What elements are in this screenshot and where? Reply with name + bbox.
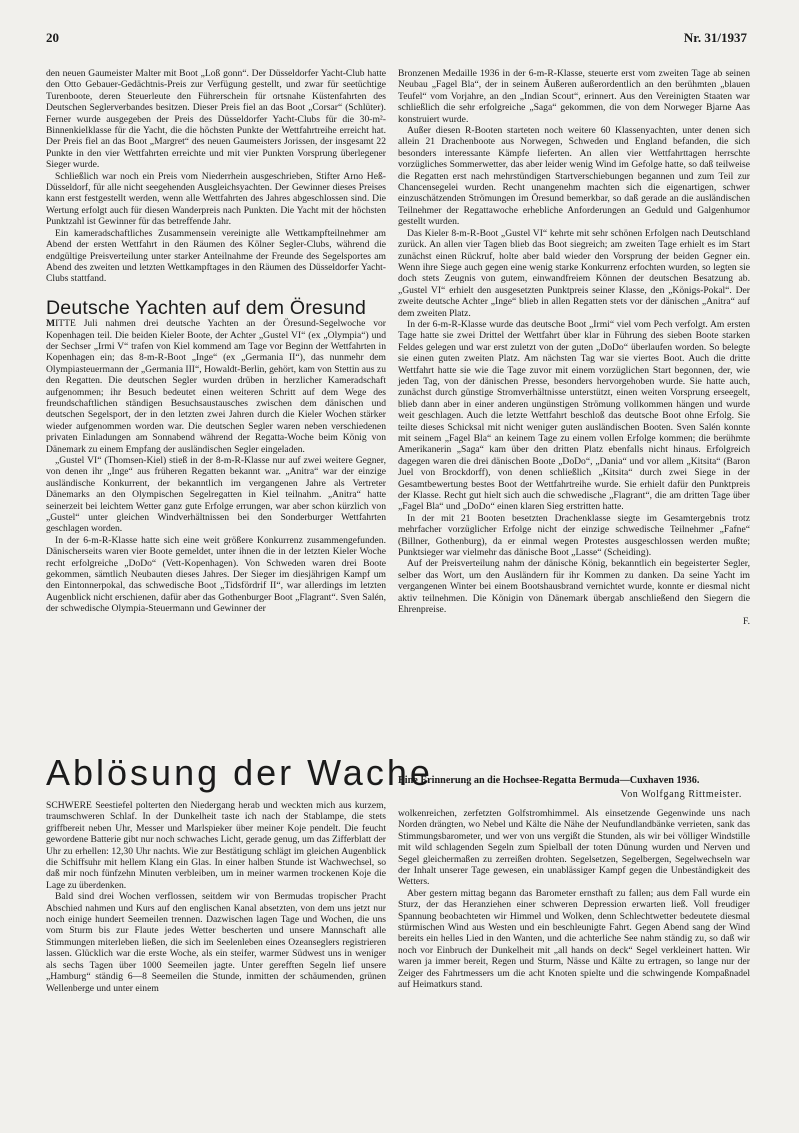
article-title-abloesung: Ablösung der Wache [46,752,433,793]
oeresund-article-col1 [46,318,386,615]
paragraph: In der 6-m-R-Klasse wurde das deutsche Boot „Irmi“ viel vom Pech verfolgt. Am ersten Tage hatte sie zwei Drittel der Wettfahrt über klar in Führung des sieben Boote starken Feldes gelegen und war erst zuletzt von der guten „DoDo“ überlaufen worden. So belegte sie einen guten zweiten Platz. Am nächsten Tag war sie viertes Boot. Auch die dritte Wettfahrt hatte sie wie die Tage zuvor mit einem vorzüglichen Start begonnen, der, wie jeden Tag, von der dänischen Presse, besonders hervorgehoben wurde. Sie hatte auch, zunächst durch günstige Stromverhältnisse unterstützt, einen weiten Vorsprung erseegelt, blieb dann aber in einer anderen ungünstigen Strömung vollkommen hängen und wurde weit geschlagen. Auch die letzte Wettfahrt beschloß das deutsche Boot ohne Erfolg. Sie teilte dieses Schicksal mit nicht weniger guten ausländischen Booten. Sven Salén konnte mit seinem „Fagel Bla“ an keinem Tage zu einem vollen Erfolge kommen; die berühmte Amerikanerin „Saga“ kam über den dritten Platz ebenfalls nicht hinaus. Erfolgreich dagegen waren die drei dänischen Boote „DoDo“, „Dania“ und vor allem „Kitsita“ (Baron Juel von Brockdorff), von denen schließlich „Kitsita“ durch zwei Siege in der Gesamtbewertung bestes Boot der Wettfahrtreihe wurde. Sie erhielt dafür den Punktpreis der Klasse. Recht gut hielt sich auch die schwedische „Flagrant“, die am dritten Tage über „Fagel Bla“ und „DoDo“ einen klaren Sieg erstritten hatte. [398,318,750,513]
paragraph: Ein kameradschaftliches Zusammensein vereinigte alle Wettkampfteilnehmer am Abend der ersten Wettfahrt in den Räumen des Kölner Segler-Clubs, während die endgültige Preisverteilung unter starker Anteilnahme der Freunde des Segelsportes am Abend des zweiten und letzten Wettkampftages in den Räumen des Düsseldorfer Yacht-Clubs stattfand. [46,227,386,285]
abloesung-article-col2 [398,808,750,991]
paragraph: Aber gestern mittag begann das Barometer ernsthaft zu fallen; aus dem Fall wurde ein Sturz, der das Heranziehen einer schweren Depression erwarten ließ. Voll freudiger Spannung beobachteten wir Himmel und Wolken, denn Schlechtwetter bedeutete diesmal stürmischen Wind aus Westen und ein beschleunigte Fahrt. Gegen Abend sang der Wind bereits ein helles Lied in den Wanten, und die achterliche See nahm ständig zu, so daß wir noch vor Einbruch der Dunkelheit mit „all hands on deck“ Segel verkleinert hatten. Wir waren ja immer bereit, Regen und Sturm, Nässe und Kälte zu ertragen, so lange nur der Zeiger des Fahrtmessers um die acht Knoten spielte und die schwingende Kompaßnadel auf Heimatkurs stand. [398,887,750,991]
paragraph: wolkenreichen, zerfetzten Golfstromhimmel. Als einsetzende Gegenwinde uns nach Norden drängten, wo Nebel und Kälte die Nähe der Neufundlandbänke verrieten, sank das Stimmungsbarometer, und wer von uns vergißt die Stunden, als wir bei völliger Windstille mit wild schlagenden Segeln zum Spielball der toten Dünung wurden und Nerven und Segel gleichermaßen zu zerreißen drohten. Segelsetzen, Segelbergen, Segelwechseln war der Inhalt unserer Tage gewesen, ein unablässiger Kampf gegen die Unbeständigkeit des Wetters. [398,808,750,888]
paragraph: Auf der Preisverteilung nahm der dänische König, bekanntlich ein begeisterter Segler, selber das Wort, um den Ausländern für ihr Kommen zu danken. Da seine Yacht im vergangenen Winter bei einem Bootshausbrand vernichtet wurde, konnte er diesmal nicht aktiv teilnehmen. Die Königin von Dänemark übergab anschließend den Siegern die Ehrenpreise. [398,558,750,616]
paragraph: „Gustel VI“ (Thomsen-Kiel) stieß in der 8-m-R-Klasse nur auf zwei weitere Gegner, von denen ihr „Inge“ aus früheren Regatten bekannt war. „Anitra“ war der einzige ausländische Konkurrent, der bekanntlich im vergangenen Jahre als Vertreter Dänemarks an den Olympischen Segelregatten in Kiel teilnahm. „Anitra“ hatte seinerzeit bei leichtem Wetter ganz gute Erfolge errungen, war aber schon kürzlich von „Gustel“ unter gleichen Windverhältnissen bei den Sonderburger Wettfahrten geschlagen worden. [46,455,386,535]
page-number: 20 [46,30,59,45]
column-left-top [46,68,386,615]
section-heading-oeresund: Deutsche Yachten auf dem Öresund [46,296,367,319]
paragraph: den neuen Gaumeister Malter mit Boot „Loß gonn“. Der Düsseldorfer Yacht-Club hatte den Otto Gebauer-Gedächtnis-Preis zur Verfügung gestellt, und zwar für seetüchtige Turenboote, deren Steuerleute den Führerschein für ortsnahe Küstenfahrten des Deutschen Seglerverbandes besitzen. Dieser Preis fiel an das Boot „Corsar“ (Schlüter). Ferner wurde ausgegeben der Preis des Düsseldorfer Yacht-Clubs für die 30-m²-Binnenkielklasse für die Yacht, die die höchsten Punkte der Wettfahrtreihe erreicht hat. Der Preis fiel an das Boot „Margret“ des neuen Gaumeisters Jorissen, der insgesamt 22 Punkte in den vier Wettfahrten erreichte und mit vier Punkten Vorsprung überlegener Sieger wurde. [46,68,386,171]
paragraph: Schließlich war noch ein Preis vom Niederrhein ausgeschrieben, Stifter Arno Heß-Düsseldorf, für alle nicht seegehenden Ausgleichsyachten. Der Gewinner dieses Preises kann erst festgestellt werden, wenn alle Wettfahrten des Jahres abgeschlossen sind. Die Wertung erfolgt auch für diesen Wanderpreis nach Punkten. Die Yacht mit der höchsten Punktzahl ist Gewinner für das betreffende Jahr. [46,170,386,228]
author-signature: F. [743,615,750,627]
paragraph: MITTE Juli nahmen drei deutsche Yachten an der Öresund-Segelwoche vor Kopenhagen teil. Die beiden Kieler Boote, der Achter „Gustel VI“ (ex „Olympia“) und der Sechser „Irmi V“ trafen von Kiel kommend am Tage vor Beginn der Wettfahrten in Kopenhagen ein; das 8-m-R-Boot „Inge“ (ex „Germania II“), das nunmehr dem Olympiasteuermann der „Germania III“, Howaldt-Berlin, gehört, kam von Stettin aus zu den Regatten. Die deutschen Segler wurden drüben in herzlicher Kameradschaft aufgenommen; ihr Besuch bedeutet einen weiteren Schritt auf dem Wege des freundschaftlichen ständigen Besuchsaustausches zwischen dem dänischen und deutschen Segelsport, der in den letzten zwei Jahren durch die Kieler Wochen stärker wieder aufgenommen worden war. Die deutschen Segler waren neben verschiedenen privaten Einladungen am Sonnabend während der Regatta-Woche beim König von Dänemark zu einem Empfang der ausländischen Segler eingeladen. [46,318,386,455]
paragraph: SCHWERE Seestiefel polterten den Niedergang herab und weckten mich aus kurzem, traumschweren Schlaf. In der Dunkelheit taste ich nach der Stablampe, die stets griffbereit neben Uhr, Messer und Marlspieker über meiner Koje pendelt. Die feucht gewordene Batterie gibt nur noch schwaches Licht, gerade genug, um das Zifferblatt der Uhr zu erhellen: 12,30 Uhr nachts. Wie zur Bestätigung schlägt im gleichen Augenblick die Schiffsuhr mit hellem Klang ein Glas. In einer halben Stunde ist Wachwechsel, so daß mir noch fünfzehn Minuten verbleiben, um in meiner warmen trockenen Koje die Lage zu überdenken. [46,800,386,891]
paragraph: Außer diesen R-Booten starteten noch weitere 60 Klassenyachten, unter denen sich allein 21 Drachenboote aus Norwegen, Schweden und England befanden, die sich besonders interessante Kämpfe lieferten. An allen vier Wettfahrttagen herrschte vorzügliches Sommerwetter, das aber leider wenig Wind im Gefolge hatte, so daß teilweise die Regatten erst nach mehrstündigen Startverschiebungen begannen und zum Teil zur Chancensegelei wurden. Recht unangenehm machten sich die eigenartigen, schwer einzuschätzenden Strömungen im Öresund bemerkbar, so daß gerade an die ausländischen Teilnehmer der Regattawoche erhebliche Anforderungen an Geduld und Galgenhumor gestellt wurden. [398,125,750,228]
paragraph: In der 6-m-R-Klasse hatte sich eine weit größere Konkurrenz zusammengefunden. Dänischerseits waren vier Boote gemeldet, unter ihnen die in der letzten Kieler Woche recht erfolgreiche „DoDo“ (Vett-Kopenhagen). Von Schweden waren drei Boote gekommen, sämtlich Neubauten dieses Jahres. Der Sieger im diesjährigen Kampf um den Eintonnerpokal, das schwedische Boot „Tidsfördrif II“, war allerdings im letzten Augenblick nicht erschienen, dafür aber das Gothenburger Boot „Flagrant“. Sven Salén, der schwedische Olympia-Steuermann und Gewinner der [46,534,386,615]
paragraph: Bald sind drei Wochen verflossen, seitdem wir von Bermudas tropischer Pracht Abschied nahmen und Kurs auf den englischen Kanal absetzten, von dem uns jetzt nur noch einige hundert Seemeilen trennen. Dazwischen lagen Tage und Wochen, die uns vom Sturm bis zur Flaute jedes Wetter bescherten und unsere Mannschaft alle Stimmungen miterleben ließen, die sich im Seelenleben eines Ozeanseglers registrieren lassen. Glücklich war die erste Woche, als ein steifer, warmer Südwest uns in weniger als sechs Tagen über 1000 Seemeilen jagte. Unter gerefften Segeln lief unsere „Hamburg“ ständig 6—8 Seemeilen die Stunde, inmitten der schäumenden, grünen Wellenberge und unter einem [46,891,386,994]
paragraph: Das Kieler 8-m-R-Boot „Gustel VI“ kehrte mit sehr schönen Erfolgen nach Deutschland zurück. An allen vier Tagen blieb das Boot siegreich; am zweiten Tage erhielt es im Start zunächst einen Rückruf, holte aber bald wieder den Vorsprung der beiden Gegner ein. Wenn ihre Siege auch gegen eine wenig starke Konkurrenz erfochten wurden, so legten sie doch stets Zeugnis von gutem, einwandfreiem Können der deutschen Besatzung ab. „Gustel VI“ erhielt den ausgesetzten Punktpreis seiner Klasse, den „Königs-Pokal“. Der zweite deutsche Achter „Inge“ blieb in allen Regatten stets vor der dänischen „Anitra“ auf dem zweiten Platz. [398,227,750,319]
column-right-top [398,68,750,627]
abloesung-article-col1 [46,800,386,994]
article-author: Von Wolfgang Rittmeister. [620,789,742,800]
paragraph: In der mit 21 Booten besetzten Drachenklasse siegte im Gesamtergebnis trotz mehrfacher vorzüglicher Erfolge nicht der einzige schwedische Teilnehmer „Fafne“ (Billner, Gothenburg), da er einmal wegen Protestes ausgeschlossen werden mußte; Punktsieger war vielmehr das dänische Boot „Lasse“ (Scheiding). [398,512,750,559]
paragraph: Bronzenen Medaille 1936 in der 6-m-R-Klasse, steuerte erst vom zweiten Tage ab seinen Neubau „Fagel Bla“, der in seinem Äußeren außerordentlich an den berühmten „blauen Teufel“ vom Vorjahre, an den „Indian Scout“, erinnert. Aus den Vereinigten Staaten war schließlich die sehr erfolgreiche „Saga“ gekommen, die von dem Norweger Bjarne Aas konstruiert wurde. [398,68,750,125]
article-subtitle: Eine Erinnerung an die Hochsee-Regatta Bermuda—Cuxhaven 1936. [398,775,700,786]
issue-number: Nr. 31/1937 [683,30,747,45]
